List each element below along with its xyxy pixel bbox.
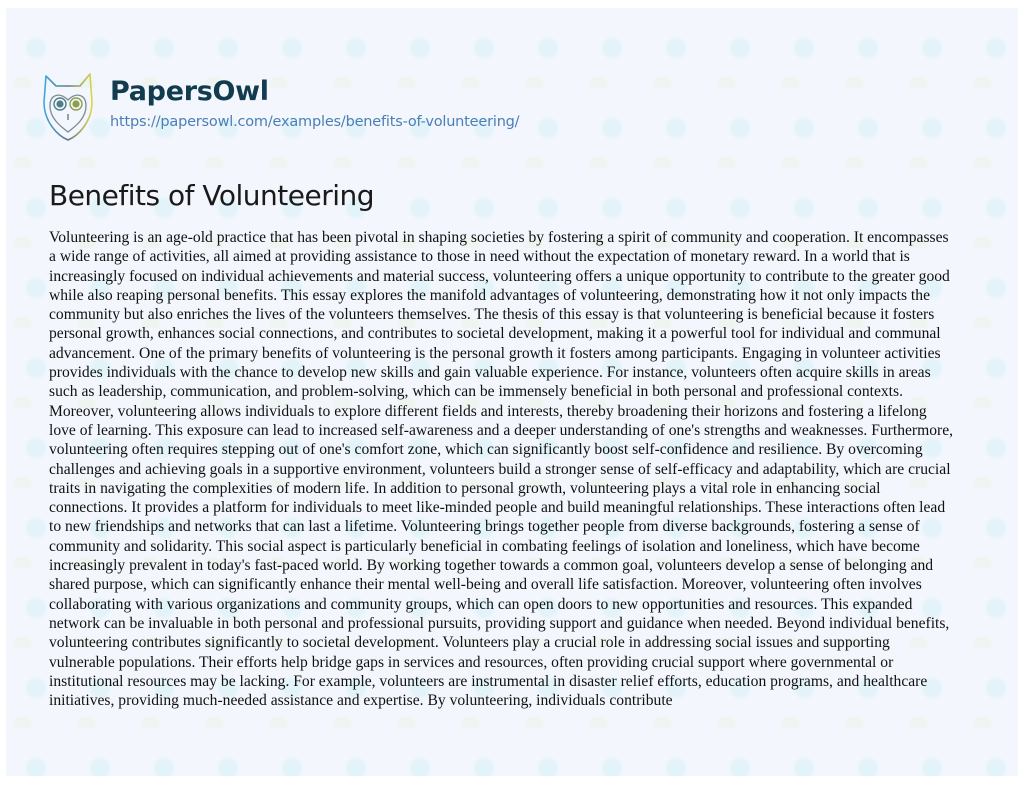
- document-card: [6, 8, 1018, 776]
- essay-line: network can be invaluable in both personal and professional pursuits, providing support and guidance when needed. Beyond individual benefits,: [49, 614, 950, 632]
- essay-line: personal growth, enhances social connections, and contributes to societal development, making it a powerful tool for individual and communal: [49, 325, 941, 343]
- brand-name: PapersOwl: [110, 76, 269, 107]
- essay-line: Volunteering is an age-old practice that has been pivotal in shaping societies by fostering a spirit of community and cooperation. It encompasses: [49, 229, 949, 246]
- essay-line: traits in navigating the complexities of modern life. In addition to personal growth, volunteering plays a vital role in enhancing social: [49, 479, 881, 497]
- essay-line: to new friendships and networks that can last a lifetime. Volunteering brings together people from diverse backgrounds, fostering a sense of: [49, 518, 920, 536]
- essay-line: a wide range of activities, all aimed at providing assistance to those in need without the expectation of monetary reward. In a world that is: [49, 248, 910, 266]
- essay-line: advancement. One of the primary benefits of volunteering is the personal growth it fosters among participants. Engaging in volunteer activities: [49, 344, 941, 362]
- essay-line: Moreover, volunteering allows individuals to explore different fields and interests, thereby broadening their horizons and fostering a lifelong: [49, 402, 927, 420]
- essay-line: volunteering contributes significantly to societal development. Volunteers play a crucial role in addressing social issues and supporting: [49, 634, 890, 652]
- essay-line: community and solidarity. This social aspect is particularly beneficial in combating feelings of isolation and loneliness, which have become: [49, 537, 920, 555]
- brand-block: [110, 75, 519, 133]
- document-title: Benefits of Volunteering: [49, 179, 375, 212]
- essay-line: institutional resources may be lacking. For example, volunteers are instrumental in disaster relief efforts, education programs, and healthcare: [49, 672, 928, 690]
- owl-logo-icon: [38, 66, 98, 146]
- essay-line: love of learning. This exposure can lead to increased self-awareness and a deeper understanding of one's strengths and weaknesses. Furthermore,: [49, 421, 954, 439]
- essay-line: community but also enriches the lives of the volunteers themselves. The thesis of this essay is that volunteering is beneficial because it fosters: [49, 306, 935, 324]
- site-header: [38, 66, 519, 146]
- essay-line: provides individuals with the chance to develop new skills and gain valuable experience. For instance, volunteers often acquire skills in areas: [49, 364, 931, 382]
- essay-body: [49, 228, 1009, 710]
- essay-line: collaborating with various organizations and community groups, which can open doors to new opportunities and resources. This expanded: [49, 595, 913, 613]
- essay-line: such as leadership, communication, and problem-solving, which can be immensely beneficial in both personal and professional contexts.: [49, 383, 903, 401]
- essay-line: shared purpose, which can significantly enhance their mental well-being and overall life satisfaction. Moreover, volunteering often involves: [49, 576, 922, 594]
- essay-line: vulnerable populations. Their efforts help bridge gaps in services and resources, often providing crucial support where governmental or: [49, 653, 894, 671]
- essay-line: increasingly focused on individual achievements and material success, volunteering offers a unique opportunity to contribute to the greater good: [49, 267, 950, 285]
- essay-line: volunteering often requires stepping out of one's comfort zone, which can significantly boost self-confidence and resilience. By overcoming: [49, 441, 923, 459]
- essay-line: challenges and achieving goals in a supportive environment, volunteers build a stronger sense of self-efficacy and adaptability, which are crucial: [49, 460, 951, 478]
- essay-line: increasingly prevalent in today's fast-paced world. By working together towards a common goal, volunteers develop a sense of belonging and: [49, 557, 934, 575]
- essay-line: connections. It provides a platform for individuals to meet like-minded people and build meaningful relationships. These interactions often lead: [49, 499, 946, 517]
- essay-line: while also reaping personal benefits. This essay explores the manifold advantages of volunteering, demonstrating how it not only impacts the: [49, 286, 930, 304]
- essay-line: initiatives, providing much-needed assistance and expertise. By volunteering, individuals contribute: [49, 692, 673, 710]
- source-url-link[interactable]: https://papersowl.com/examples/benefits-of-volunteering/: [110, 114, 520, 130]
